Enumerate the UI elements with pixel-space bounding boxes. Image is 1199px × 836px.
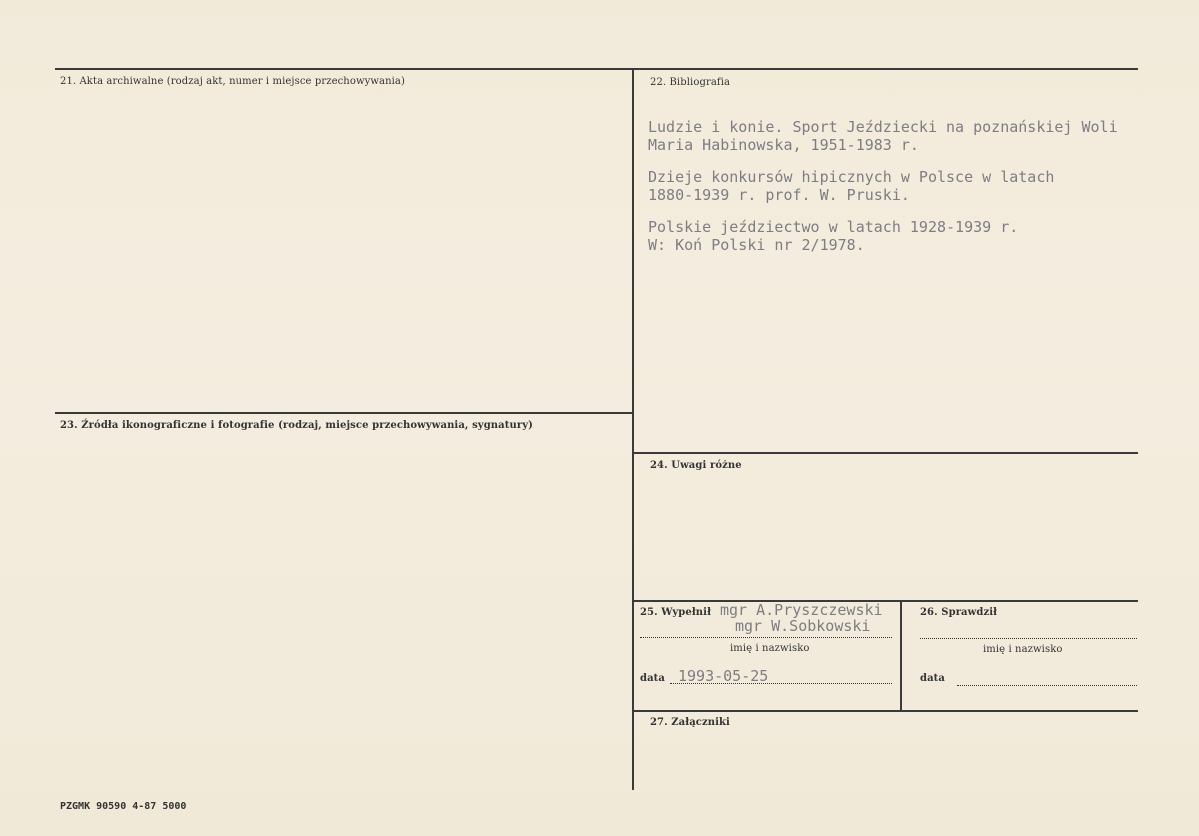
filled-by-date-line <box>670 683 892 684</box>
center-divider <box>632 70 634 790</box>
checked-by-name-line <box>920 638 1137 639</box>
bibliography-entry-2-line-2: 1880-1939 r. prof. W. Pruski. <box>648 186 910 204</box>
section-25-label: 25. Wypełnił <box>640 607 712 618</box>
bibliography-entry-1-line-2: Maria Habinowska, 1951-1983 r. <box>648 136 919 154</box>
filled-by-name-1: mgr A.Pryszczewski <box>720 601 883 619</box>
filled-by-date-label: data <box>640 673 665 684</box>
rule-24-25 <box>634 600 1138 602</box>
divider-25-26 <box>900 602 902 710</box>
filled-by-date-value: 1993-05-25 <box>678 667 769 685</box>
checked-by-date-line <box>957 685 1137 686</box>
top-rule <box>55 68 1138 70</box>
bibliography-entry-3-line-1: Polskie jeździectwo w latach 1928-1939 r. <box>648 218 1019 236</box>
checked-by-date-label: data <box>920 673 945 684</box>
rule-25-27 <box>634 710 1138 712</box>
section-26-label: 26. Sprawdził <box>920 607 998 618</box>
filled-by-name-caption: imię i nazwisko <box>730 643 810 654</box>
filled-by-name-2: mgr W.Sobkowski <box>735 617 871 635</box>
print-footer: PZGMK 90590 4-87 5000 <box>60 801 187 812</box>
section-27-label: 27. Załączniki <box>650 717 730 728</box>
bibliography-entry-3-line-2: W: Koń Polski nr 2/1978. <box>648 236 865 254</box>
section-22-label: 22. Bibliografia <box>650 77 731 88</box>
rule-22-24 <box>634 452 1138 454</box>
bibliography-entry-1-line-1: Ludzie i konie. Sport Jeździecki na poznańskiej Woli <box>648 118 1118 136</box>
filled-by-name-line <box>640 637 892 638</box>
section-23-label: 23. Źródła ikonograficzne i fotografie (rodzaj, miejsce przechowywania, sygnatury) <box>60 420 533 431</box>
section-21-label: 21. Akta archiwalne (rodzaj akt, numer i miejsce przechowywania) <box>60 76 405 87</box>
rule-21-23 <box>55 412 632 414</box>
bibliography-entry-2-line-1: Dzieje konkursów hipicznych w Polsce w latach <box>648 168 1055 186</box>
section-24-label: 24. Uwagi różne <box>650 460 742 471</box>
checked-by-name-caption: imię i nazwisko <box>983 644 1063 655</box>
